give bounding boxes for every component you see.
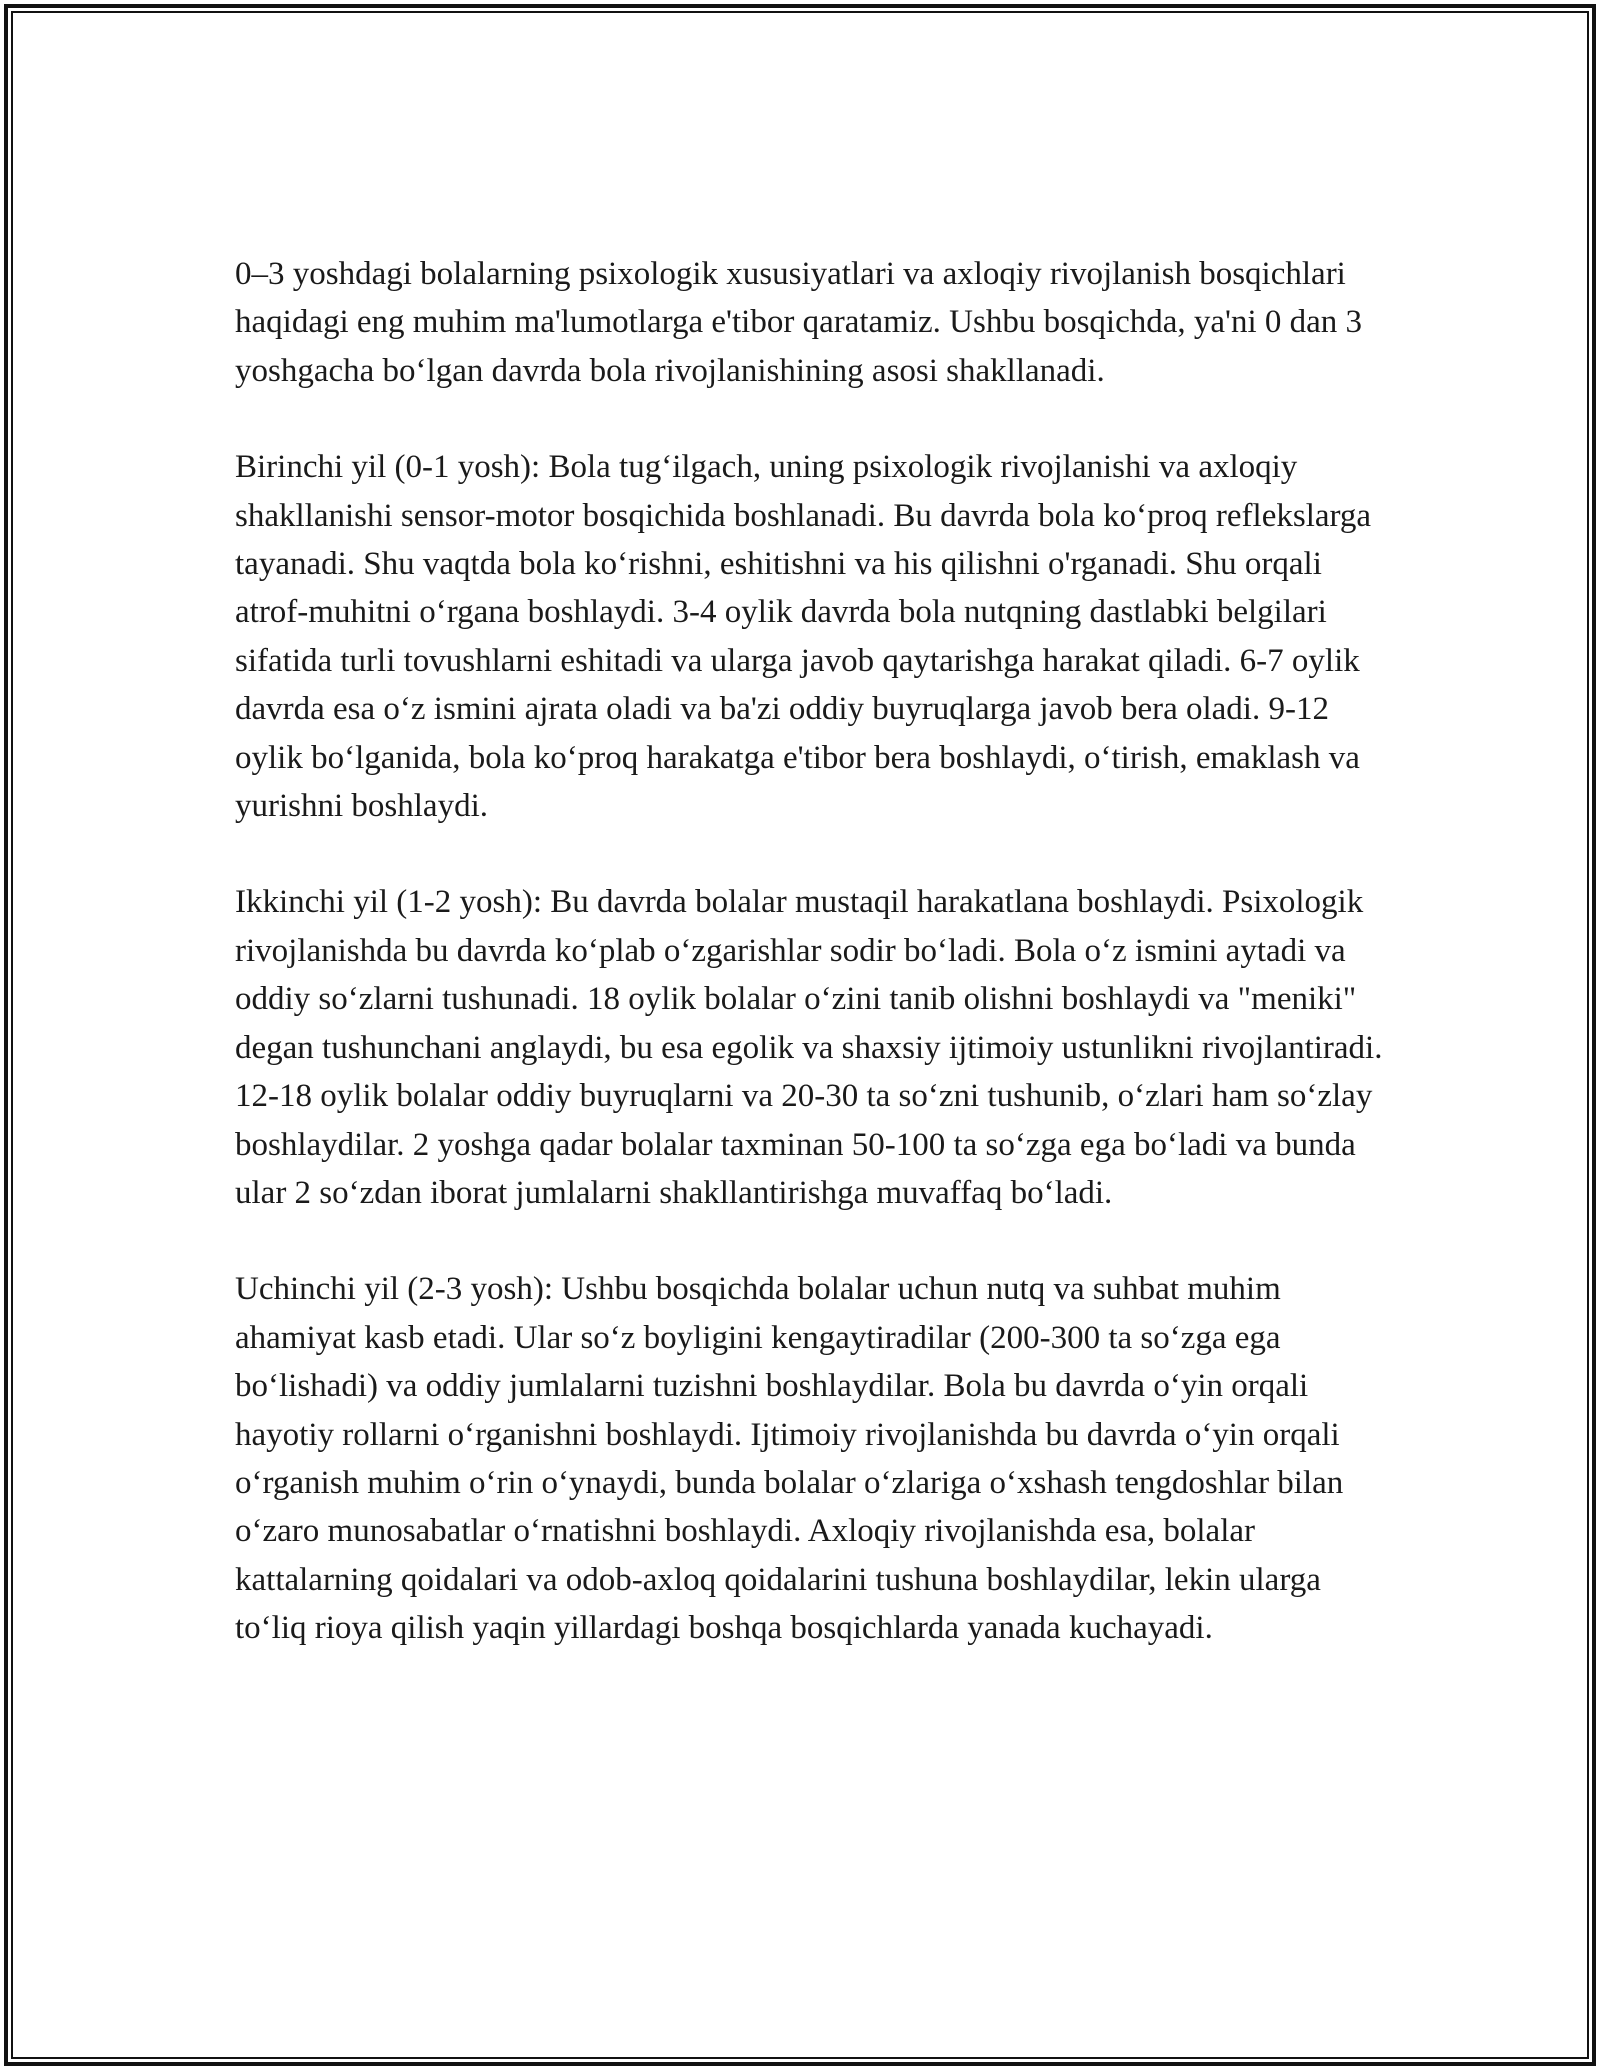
- document-body: [235, 250, 1385, 1701]
- paragraph-third-year: Uchinchi yil (2-3 yosh): Ushbu bosqichda bolalar uchun nutq va suhbat muhim ahamiyat kasb etadi. Ular so‘z boyligini kengaytiradilar (200-300 ta so‘zga ega bo‘lishadi) va oddiy jumlalarni tuzishni boshlaydilar. Bola bu davrda o‘yin orqali hayotiy rollarni o‘rganishni boshlaydi. Ijtimoiy rivojlanishda bu davrda o‘yin orqali o‘rganish muhim o‘rin o‘ynaydi, bunda bolalar o‘zlariga o‘xshash tengdoshlar bilan o‘zaro munosabatlar o‘rnatishni boshlaydi. Axloqiy rivojlanishda esa, bolalar kattalarning qoidalari va odob-axloq qoidalarini tushuna boshlaydilar, lekin ularga to‘liq rioya qilish yaqin yillardagi boshqa bosqichlarda yanada kuchayadi.: [235, 1271, 1344, 1647]
- paragraph-first-year: Birinchi yil (0-1 yosh): Bola tug‘ilgach, uning psixologik rivojlanishi va axloqiy shakllanishi sensor-motor bosqichida boshlanadi. Bu davrda bola ko‘proq reflekslarga tayanadi. Shu vaqtda bola ko‘rishni, eshitishni va his qilishni o'rganadi. Shu orqali atrof-muhitni o‘rgana boshlaydi. 3-4 oylik davrda bola nutqning dastlabki belgilari sifatida turli tovushlarni eshitadi va ularga javob qaytarishga harakat qiladi. 6-7 oylik davrda esa o‘z ismini ajrata oladi va ba'zi oddiy buyruqlarga javob bera oladi. 9-12 oylik bo‘lganida, bola ko‘proq harakatga e'tibor bera boshlaydi, o‘tirish, emaklash va yurishni boshlaydi.: [235, 449, 1372, 825]
- paragraph-intro: 0–3 yoshdagi bolalarning psixologik xususiyatlari va axloqiy rivojlanish bosqichlari haqidagi eng muhim ma'lumotlarga e'tibor qaratamiz. Ushbu bosqichda, ya'ni 0 dan 3 yoshgacha bo‘lgan davrda bola rivojlanishining asosi shakllanadi.: [235, 256, 1363, 389]
- paragraph-second-year: Ikkinchi yil (1-2 yosh): Bu davrda bolalar mustaqil harakatlana boshlaydi. Psixologik rivojlanishda bu davrda ko‘plab o‘zgarishlar sodir bo‘ladi. Bola o‘z ismini aytadi va oddiy so‘zlarni tushunadi. 18 oylik bolalar o‘zini tanib olishni boshlaydi va "meniki" degan tushunchani anglaydi, bu esa egolik va shaxsiy ijtimoiy ustunlikni rivojlantiradi. 12-18 oylik bolalar oddiy buyruqlarni va 20-30 ta so‘zni tushunib, o‘zlari ham so‘zlay boshlaydilar. 2 yoshga qadar bolalar taxminan 50-100 ta so‘zga ega bo‘ladi va bunda ular 2 so‘zdan iborat jumlalarni shakllantirishga muvaffaq bo‘ladi.: [235, 884, 1383, 1211]
